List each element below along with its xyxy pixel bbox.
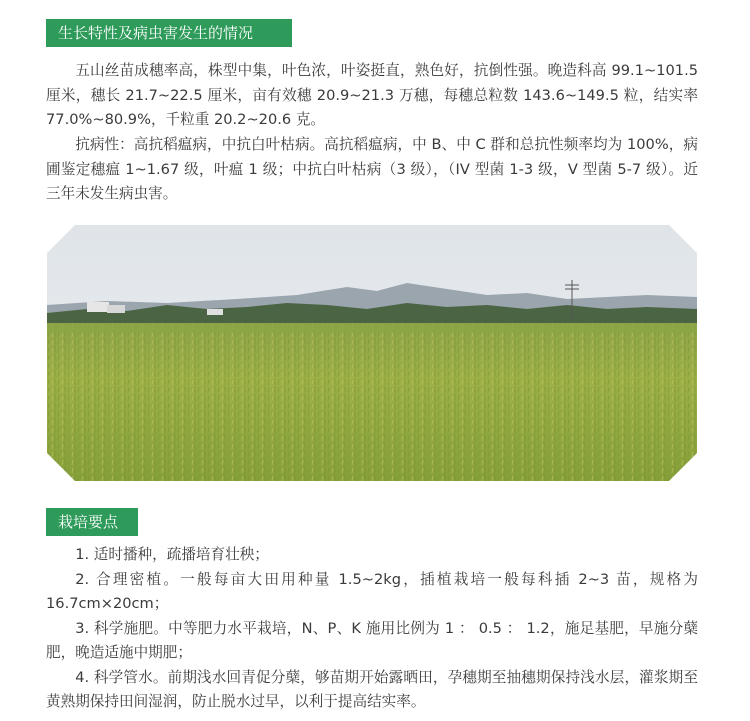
rice-field-photo bbox=[47, 225, 697, 481]
list-item: 4. 科学管水。前期浅水回青促分蘖，够苗期开始露晒田，孕穗期至抽穗期保持浅水层，灌浆期至黄熟期保持田间湿润，防止脱水过早，以利于提高结实率。 bbox=[46, 668, 698, 710]
list-item: 1. 适时播种，疏播培育壮秧； bbox=[75, 546, 269, 563]
growth-paragraph: 五山丝苗成穗率高，株型中集，叶色浓，叶姿挺直，熟色好，抗倒性强。晚造科高 99.1~101.5 厘米，穗长 21.7~22.5 厘米，亩有效穗 20.9~21.3 万穗，每穗总粒数 143.6~149.5 粒，结实率 77.0%~80.9%，千粒重 20.2~20.6 克。 bbox=[46, 62, 698, 128]
cultivation-list bbox=[46, 543, 698, 715]
list-item: 2. 合理密植。一般每亩大田用种量 1.5~2kg，插植栽培一般每科插 2~3 苗，规格为 16.7cm×20cm； bbox=[46, 570, 698, 612]
section-title-cultivation: 栽培要点 bbox=[46, 508, 138, 536]
section-title-growth: 生长特性及病虫害发生的情况 bbox=[46, 19, 292, 47]
disease-resistance-paragraph: 抗病性：高抗稻瘟病，中抗白叶枯病。高抗稻瘟病，中 B、中 C 群和总抗性频率均为 100%，病圃鉴定穗瘟 1~1.67 级，叶瘟 1 级；中抗白叶枯病（3 级），（IV 型菌 1-3 级，V 型菌 5-7 级）。近三年未发生病虫害。 bbox=[46, 136, 698, 202]
list-item: 3. 科学施肥。中等肥力水平栽培，N、P、K 施用比例为 1 ： 0.5 ： 1.2，施足基肥，早施分蘖肥，晚造适施中期肥； bbox=[46, 619, 698, 661]
